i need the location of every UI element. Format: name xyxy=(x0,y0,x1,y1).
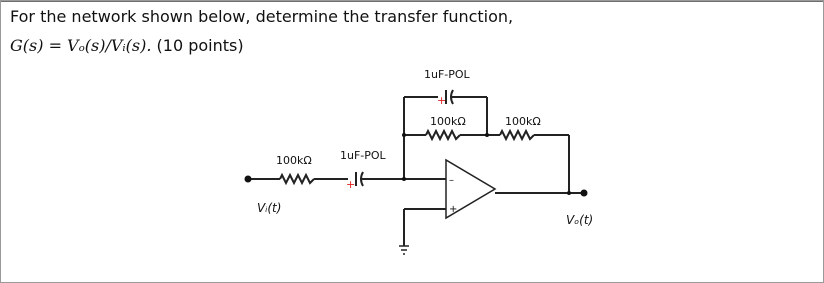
label-input-resistor: 100kΩ xyxy=(276,154,312,167)
output-terminal xyxy=(581,190,588,197)
junction-node-output xyxy=(567,191,571,195)
label-vout: Vₒ(t) xyxy=(566,213,594,227)
op-amp-noninverting-sign: + xyxy=(449,204,458,215)
input-terminal xyxy=(245,176,252,183)
polarity-plus-feedback: + xyxy=(437,94,447,107)
transfer-function-formula: G(s) = Vₒ(s)/Vᵢ(s). xyxy=(10,36,152,55)
label-input-capacitor: 1uF-POL xyxy=(340,149,386,162)
resistor-output xyxy=(500,131,534,139)
junction-node-input xyxy=(402,177,406,181)
junction-node-right xyxy=(485,133,489,137)
label-feedback-resistor: 100kΩ xyxy=(430,115,466,128)
junction-node-top xyxy=(402,133,406,137)
label-vin: Vᵢ(t) xyxy=(257,201,282,215)
polarity-plus-input: + xyxy=(346,178,356,191)
resistor-input xyxy=(280,175,314,183)
problem-statement: For the network shown below, determine the transfer function, xyxy=(10,7,514,26)
label-output-resistor: 100kΩ xyxy=(505,115,541,128)
resistor-feedback xyxy=(426,131,460,139)
op-amp-inverting-sign: – xyxy=(449,175,454,186)
label-feedback-capacitor: 1uF-POL xyxy=(424,68,470,81)
points-label: (10 points) xyxy=(156,36,244,55)
